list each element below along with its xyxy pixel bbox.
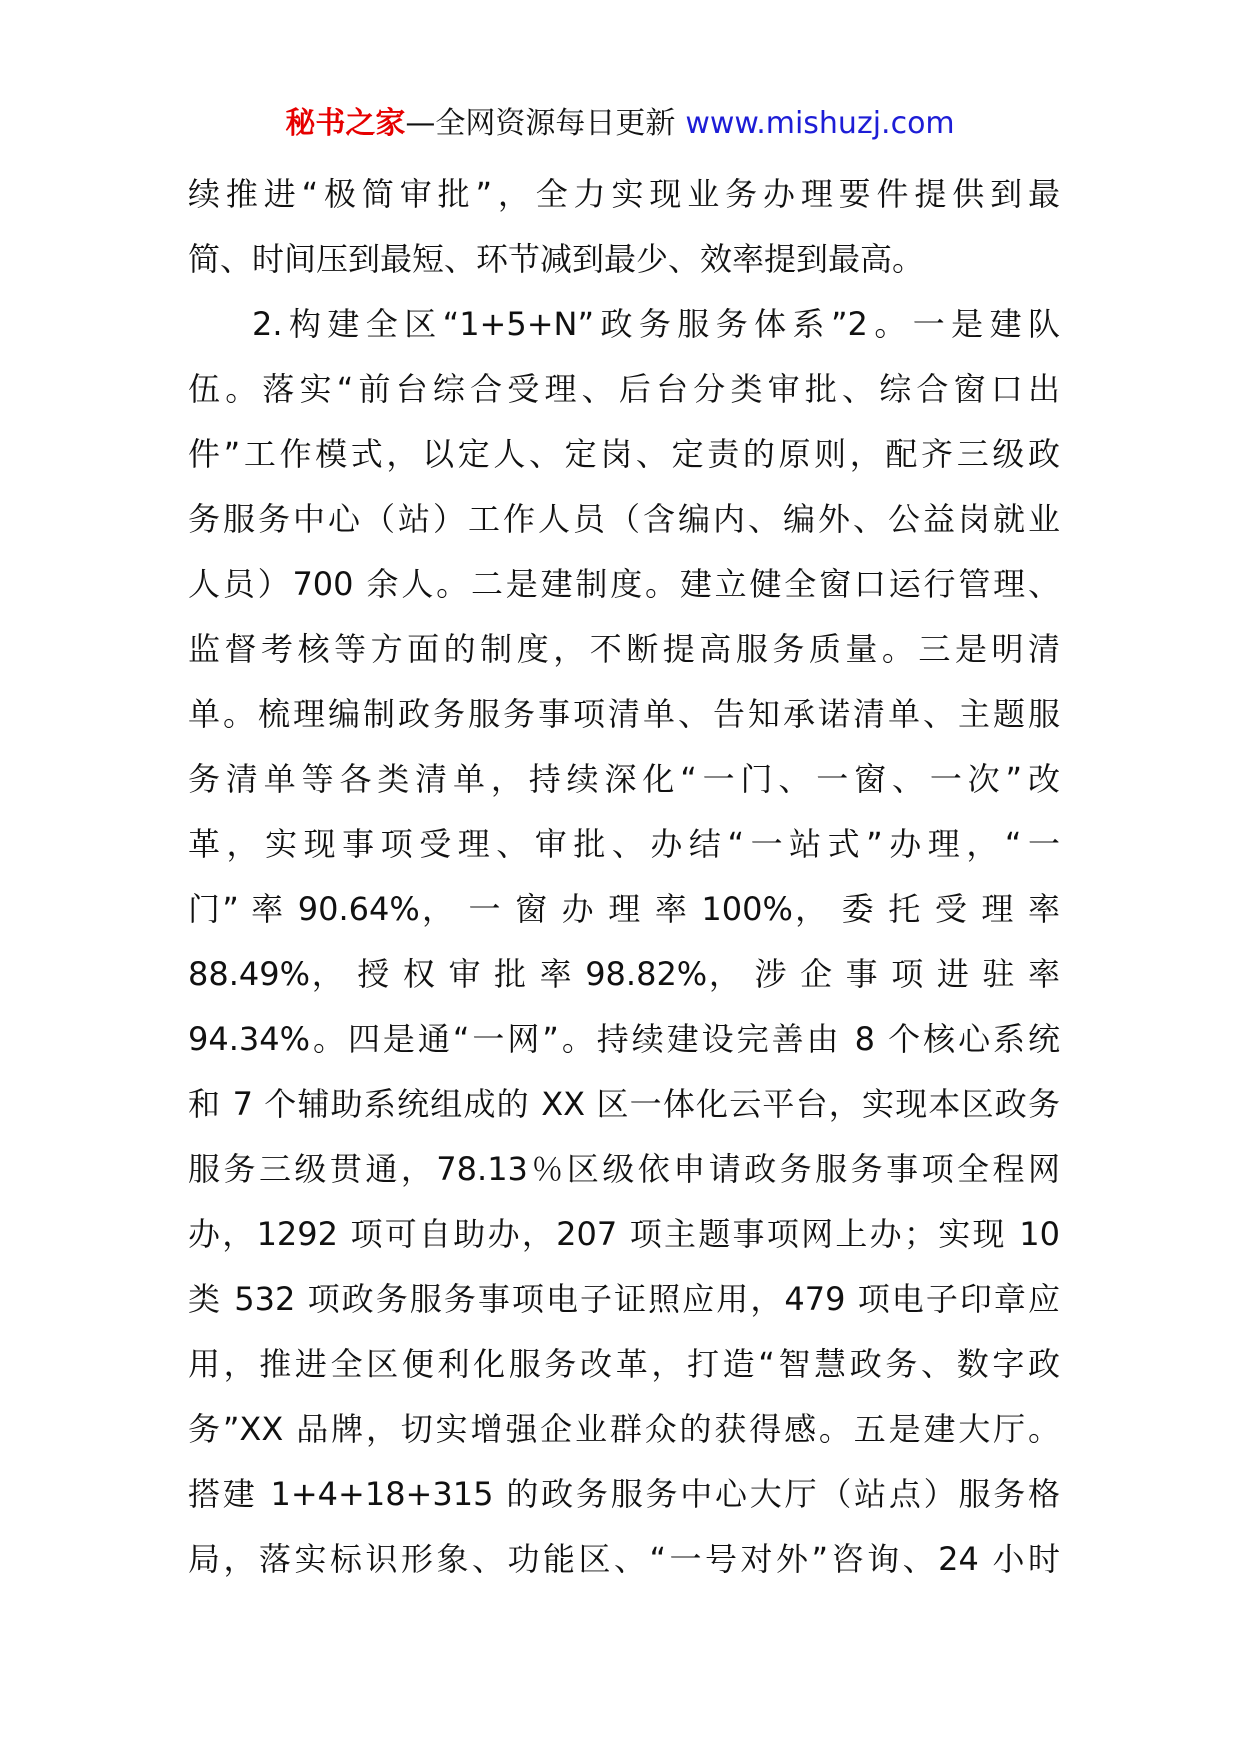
paragraph-start-line: 2.构建全区“1+5+N”政务服务体系”2。一是建队: [252, 305, 1060, 343]
text-line: 类 532 项政务服务事项电子证照应用，479 项电子印章应: [188, 1280, 1060, 1318]
document-body: [188, 162, 1060, 1592]
text-line: 监督考核等方面的制度，不断提高服务质量。三是明清: [188, 630, 1060, 668]
text-line: 办，1292 项可自助办，207 项主题事项网上办；实现 10: [188, 1215, 1060, 1253]
text-line: 务服务中心（站）工作人员（含编内、编外、公益岗就业: [188, 500, 1060, 538]
text-line: 门” 率 90.64%， 一 窗 办 理 率 100%， 委 托 受 理 率: [188, 890, 1060, 928]
brand-name: 秘书之家: [285, 106, 406, 141]
text-line: 简、时间压到最短、环节减到最少、效率提到最高。: [188, 240, 925, 278]
site-url-link[interactable]: www.mishuzj.com: [685, 106, 955, 141]
text-line: 件”工作模式，以定人、定岗、定责的原则，配齐三级政: [188, 435, 1060, 473]
text-line: 88.49%， 授 权 审 批 率 98.82%， 涉 企 事 项 进 驻 率: [188, 955, 1060, 993]
text-line: 用，推进全区便利化服务改革，打造“智慧政务、数字政: [188, 1345, 1060, 1383]
text-line: 人员）700 余人。二是建制度。建立健全窗口运行管理、: [188, 565, 1060, 603]
text-line: 务清单等各类清单，持续深化“一门、一窗、一次”改: [188, 760, 1060, 798]
text-line: 革，实现事项受理、审批、办结“一站式”办理，“一: [188, 825, 1060, 863]
text-line: 续推进“极简审批”，全力实现业务办理要件提供到最: [188, 175, 1060, 213]
text-line: 单。梳理编制政务服务事项清单、告知承诺清单、主题服: [188, 695, 1060, 733]
text-line: 伍。落实“前台综合受理、后台分类审批、综合窗口出: [188, 370, 1060, 408]
text-line: 搭建 1+4+18+315 的政务服务中心大厅（站点）服务格: [188, 1475, 1060, 1513]
text-line: 94.34%。四是通“一网”。持续建设完善由 8 个核心系统: [188, 1020, 1060, 1058]
text-line: 局，落实标识形象、功能区、“一号对外”咨询、24 小时: [188, 1540, 1060, 1578]
text-line: 服务三级贯通，78.13％区级依申请政务服务事项全程网: [188, 1150, 1060, 1188]
site-header: [0, 104, 1240, 144]
text-line: 和 7 个辅助系统组成的 XX 区一体化云平台，实现本区政务: [188, 1085, 1060, 1123]
text-line: 务”XX 品牌，切实增强企业群众的获得感。五是建大厅。: [188, 1410, 1060, 1448]
header-tagline: —全网资源每日更新: [405, 106, 676, 141]
